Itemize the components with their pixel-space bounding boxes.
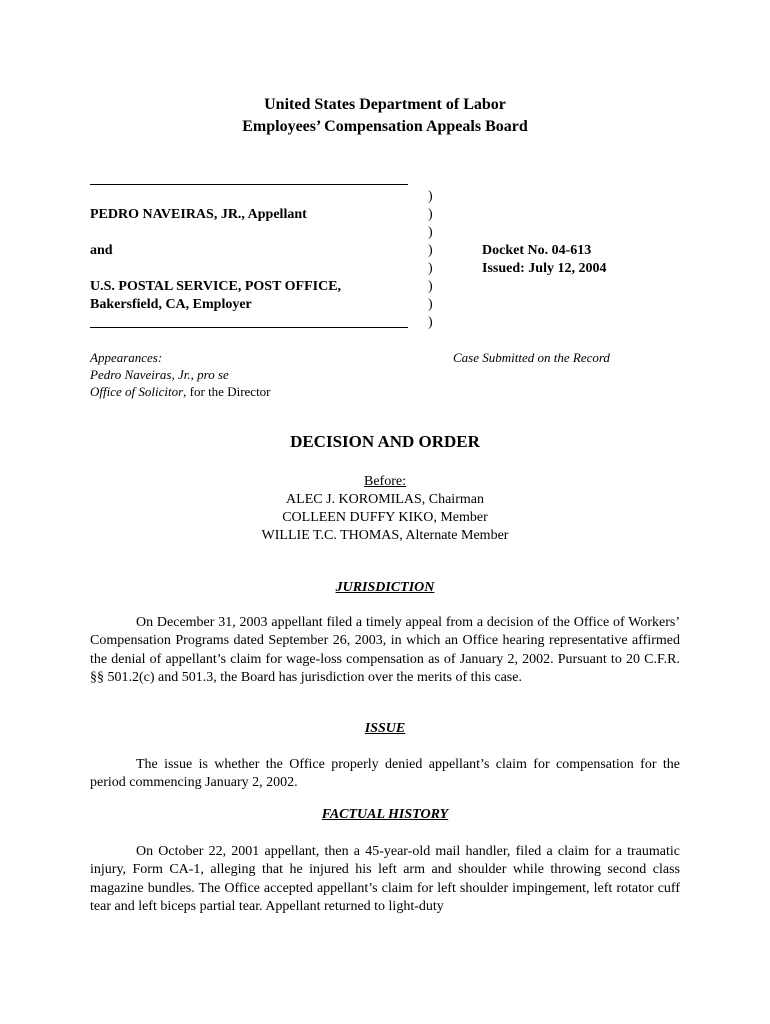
paren: ) (428, 297, 433, 312)
solicitor-office: Office of Solicitor (90, 384, 184, 399)
decision-title: DECISION AND ORDER (290, 432, 480, 451)
factual-history-paragraph: On October 22, 2001 appellant, then a 45-year-old mail handler, filed a claim for a traumatic injury, Form CA-1, alleging that he injured his left arm and shoulder while throwing second class magazine bundles. The Office accepted appellant’s claim for left shoulder impingement, left rotator cuff tear and left biceps partial tear. Appellant returned to light-duty (90, 844, 680, 914)
docket-number: Docket No. 04-613 (482, 243, 592, 258)
before-label (0, 473, 770, 492)
paren: ) (428, 279, 433, 294)
employer-line-2: Bakersfield, CA, Employer (90, 297, 252, 312)
issue-heading: ISSUE (364, 721, 406, 736)
employer-line-1: U.S. POSTAL SERVICE, POST OFFICE, (90, 279, 342, 294)
issued-date: Issued: July 12, 2004 (482, 261, 607, 276)
jurisdiction-paragraph: On December 31, 2003 appellant filed a timely appeal from a decision of the Office of Workers’ Compensation Programs dated September 26, 2003, in which an Office hearing representative affirmed the denial of appellant’s claim for wage-loss compensation as of January 2, 2002. Pursuant to 20 C.F.R. §§ 501.2(c) and 501.3, the Board has jurisdiction over the merits of this case. (90, 615, 680, 685)
before-text: Before: (364, 474, 406, 489)
paren: ) (428, 207, 433, 222)
caption-bottom-rule (90, 327, 408, 328)
panel-member: COLLEEN DUFFY KIKO, Member (282, 510, 488, 525)
panel-member: ALEC J. KOROMILAS, Chairman (286, 492, 484, 507)
caption-and: and (90, 243, 113, 258)
factual-history-heading: FACTUAL HISTORY (321, 807, 449, 822)
jurisdiction-heading: JURISDICTION (335, 580, 435, 595)
appearances-label: Appearances: (90, 350, 163, 365)
appearance-director (90, 383, 271, 400)
solicitor-role: , for the Director (183, 384, 271, 399)
agency-title: United States Department of Labor (264, 96, 506, 113)
paren: ) (428, 189, 433, 204)
paren: ) (428, 261, 433, 276)
issue-paragraph: The issue is whether the Office properly denied appellant’s claim for compensation for the period commencing January 2, 2002. (90, 757, 680, 791)
appellant-name: PEDRO NAVEIRAS, JR., Appellant (90, 207, 307, 222)
case-submitted-note: Case Submitted on the Record (453, 350, 610, 365)
caption-top-rule (90, 184, 408, 185)
paren: ) (428, 243, 433, 258)
panel-member: WILLIE T.C. THOMAS, Alternate Member (261, 528, 509, 543)
paren: ) (428, 225, 433, 240)
appearance-appellant: Pedro Naveiras, Jr., pro se (90, 367, 229, 382)
caption-parentheses (428, 188, 440, 332)
board-title: Employees’ Compensation Appeals Board (242, 118, 528, 135)
paren: ) (428, 315, 433, 330)
